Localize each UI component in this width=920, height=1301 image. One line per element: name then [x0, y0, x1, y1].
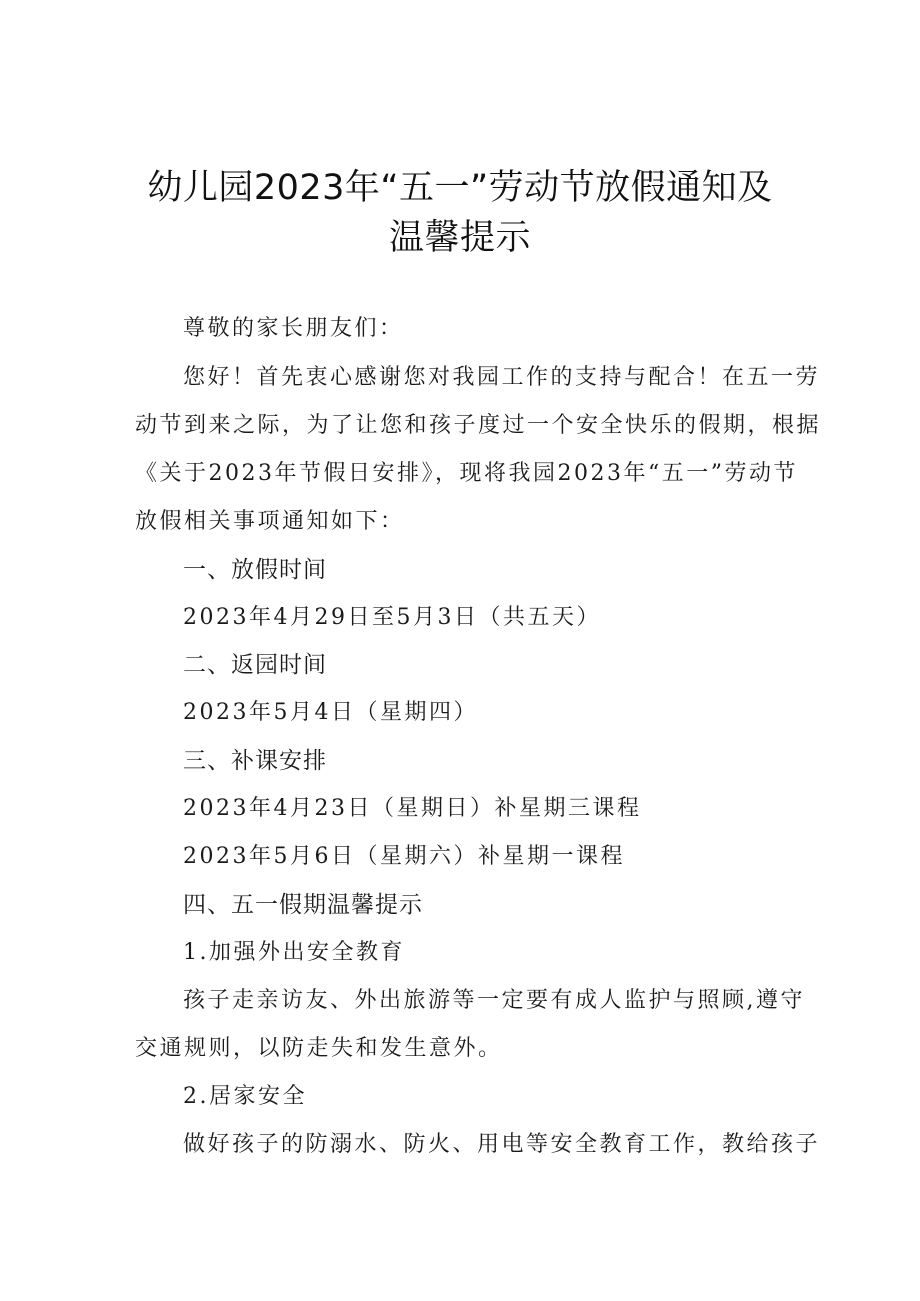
tip-1-title: 1.加强外出安全教育: [183, 940, 405, 965]
document-title-line-1: 幼儿园2023年“五一”劳动节放假通知及: [147, 168, 773, 208]
section-2-heading: 二、返园时间: [183, 652, 327, 678]
section-3-line-2: 2023年5月6日（星期六）补星期一课程: [183, 844, 625, 869]
document-title-line-2: 温馨提示: [388, 218, 531, 258]
section-1-heading: 一、放假时间: [183, 557, 327, 583]
section-1-text: 2023年4月29日至5月3日（共五天）: [183, 605, 601, 630]
section-4-heading: 四、五一假期温馨提示: [183, 892, 423, 918]
section-3-heading: 三、补课安排: [183, 748, 327, 774]
tip-1-text-line-1: 孩子走亲访友、外出旅游等一定要有成人监护与照顾,遵守: [183, 988, 805, 1013]
intro-line-4: 放假相关事项通知如下：: [135, 509, 405, 534]
tip-2-text-line-1: 做好孩子的防溺水、防火、用电等安全教育工作，教给孩子: [183, 1132, 821, 1157]
salutation: 尊敬的家长朋友们：: [183, 316, 404, 341]
intro-line-2: 动节到来之际，为了让您和孩子度过一个安全快乐的假期，根据: [135, 413, 822, 438]
tip-1-text-line-2: 交通规则，以防走失和发生意外。: [135, 1036, 503, 1061]
section-3-line-1: 2023年4月23日（星期日）补星期三课程: [183, 796, 642, 821]
intro-line-1: 您好！首先衷心感谢您对我园工作的支持与配合！在五一劳: [183, 365, 821, 390]
section-2-text: 2023年5月4日（星期四）: [183, 700, 478, 725]
intro-line-3: 《关于2023年节假日安排》，现将我园2023年“五一”劳动节: [135, 461, 798, 486]
tip-2-title: 2.居家安全: [183, 1084, 307, 1109]
